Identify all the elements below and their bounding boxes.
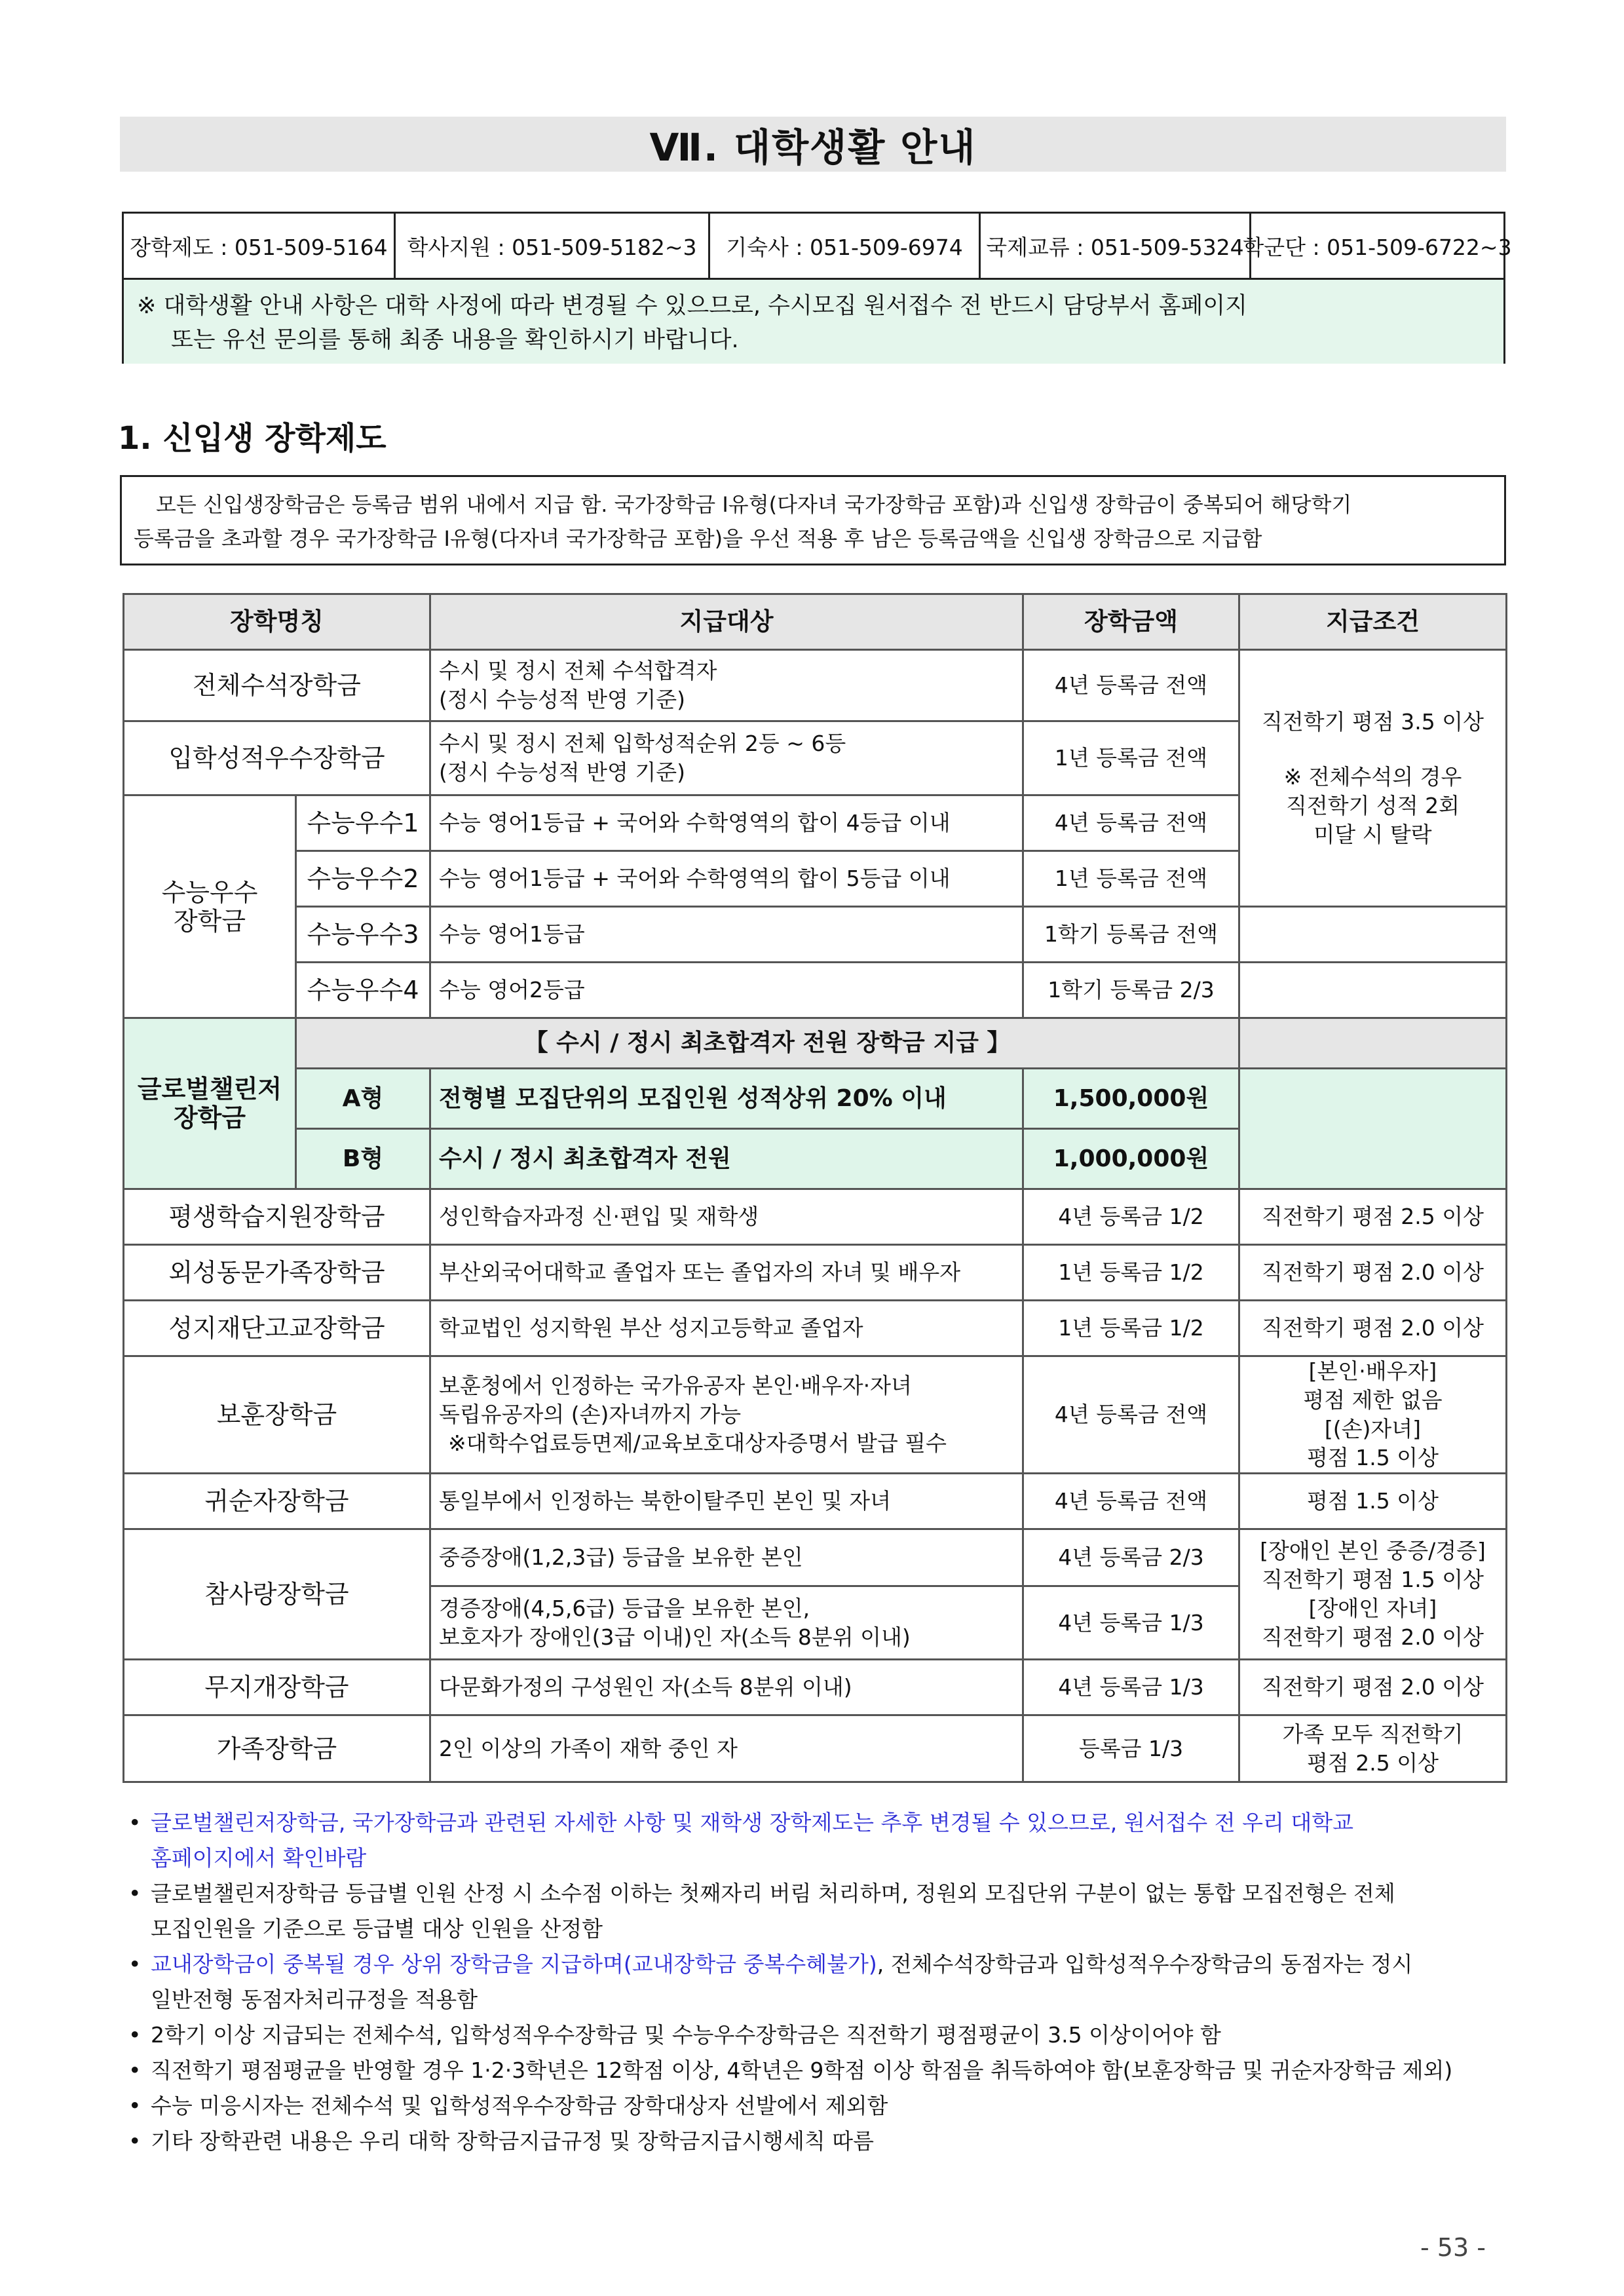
target-line: 수시 및 정시 전체 수석합격자 <box>439 658 717 683</box>
note-item: • 2학기 이상 지급되는 전체수석, 입학성적우수장학금 및 수능우수장학금은 직전학기 평점평균이 3.5 이상이어야 함 <box>128 2018 1511 2053</box>
notice-text <box>124 280 1503 364</box>
condition-cell <box>1239 650 1507 907</box>
scholarship-name <box>124 1018 296 1189</box>
note-highlight: 교내장학금이 중복될 경우 상위 장학금을 지급하며(교내장학금 중복수혜불가) <box>151 1951 877 1977</box>
note-item <box>128 1947 1511 2018</box>
table-row <box>124 1356 1507 1474</box>
target-line: 경증장애(4,5,6급) 등급을 보유한 본인, <box>439 1595 810 1621</box>
scholarship-name: 전체수석장학금 <box>124 650 430 721</box>
table-row <box>124 1529 1507 1586</box>
contact-rotc: 학군단 : 051-509-6722~3 <box>1243 234 1512 260</box>
amount-cell: 1,000,000원 <box>1023 1129 1239 1189</box>
table-row <box>124 907 1507 963</box>
notes-list <box>128 1805 1511 2159</box>
condition-line: 평점 2.5 이상 <box>1307 1750 1439 1776</box>
target-cell: 수능 영어1등급 + 국어와 수학영역의 합이 4등급 이내 <box>430 795 1023 851</box>
target-cell: 학교법인 성지학원 부산 성지고등학교 졸업자 <box>430 1301 1023 1356</box>
type-cell: A형 <box>296 1069 430 1129</box>
condition-cell <box>1239 1529 1507 1660</box>
condition-spacer <box>1248 737 1498 763</box>
scholarship-name: 성지재단고교장학금 <box>124 1301 430 1356</box>
amount-cell: 등록금 1/3 <box>1023 1715 1239 1782</box>
table-row <box>124 963 1507 1018</box>
amount-cell: 1학기 등록금 전액 <box>1023 907 1239 963</box>
note-line: 홈페이지에서 확인바람 <box>151 1845 367 1871</box>
condition-cell: 직전학기 평점 2.5 이상 <box>1239 1189 1507 1245</box>
target-cell: 수시 / 정시 최초합격자 전원 <box>430 1129 1023 1189</box>
table-row <box>124 1715 1507 1782</box>
target-cell <box>430 650 1023 721</box>
sub-scholarship-name: 수능우수4 <box>296 963 430 1018</box>
condition-line: 가족 모두 직전학기 <box>1282 1721 1463 1747</box>
contact-academic: 학사지원 : 051-509-5182~3 <box>396 214 710 278</box>
page-title-bar <box>120 117 1506 172</box>
page-number: - 53 - <box>1420 2233 1486 2262</box>
name-line: 글로벌챌린저 <box>137 1075 282 1103</box>
table-row <box>124 1245 1507 1301</box>
condition-cell <box>1239 1356 1507 1474</box>
target-cell: 중증장애(1,2,3급) 등급을 보유한 본인 <box>430 1529 1023 1586</box>
target-cell: 다문화가정의 구성원인 자(소득 8분위 이내) <box>430 1660 1023 1715</box>
table-row <box>124 1018 1507 1069</box>
note-line: • 글로벌챌린저장학금 등급별 인원 산정 시 소수점 이하는 첫째자리 버림 처리하며, 정원외 모집단위 구분이 없는 통합 모집전형은 전체 <box>151 1881 1395 1906</box>
target-line: 보훈청에서 인정하는 국가유공자 본인·배우자·자녀 <box>439 1373 912 1398</box>
target-line: (정시 수능성적 반영 기준) <box>439 687 685 712</box>
intro-box <box>120 475 1506 565</box>
table-row <box>124 650 1507 721</box>
sub-scholarship-name: 수능우수1 <box>296 795 430 851</box>
note-item: • 수능 미응시자는 전체수석 및 입학성적우수장학금 장학대상자 선발에서 제외함 <box>128 2088 1511 2124</box>
target-cell: 수능 영어2등급 <box>430 963 1023 1018</box>
target-cell: 수능 영어1등급 + 국어와 수학영역의 합이 5등급 이내 <box>430 851 1023 907</box>
condition-line: [본인·배우자] <box>1308 1358 1437 1384</box>
amount-cell: 4년 등록금 1/3 <box>1023 1660 1239 1715</box>
amount-cell: 4년 등록금 2/3 <box>1023 1529 1239 1586</box>
header-name: 장학명칭 <box>124 594 430 650</box>
intro-line-2: 등록금을 초과할 경우 국가장학금 Ⅰ유형(다자녀 국가장학금 포함)을 우선 적용 후 남은 등록금액을 신입생 장학금으로 지급함 <box>134 526 1262 551</box>
note-item: • 직전학기 평점평균을 반영할 경우 1·2·3학년은 12학점 이상, 4학년은 9학점 이상 학점을 취득하여야 함(보훈장학금 및 귀순자장학금 제외) <box>128 2053 1511 2088</box>
section-heading: 1. 신입생 장학제도 <box>118 420 387 457</box>
page-title: Ⅶ. 대학생활 안내 <box>649 125 977 170</box>
target-cell: 수능 영어1등급 <box>430 907 1023 963</box>
target-cell: 통일부에서 인정하는 북한이탈주민 본인 및 자녀 <box>430 1474 1023 1529</box>
target-line: 보호자가 장애인(3급 이내)인 자(소득 8분위 이내) <box>439 1624 911 1650</box>
condition-line: [장애인 본인 중증/경증] <box>1260 1538 1486 1563</box>
amount-cell: 4년 등록금 1/2 <box>1023 1189 1239 1245</box>
condition-line: [(손)자녀] <box>1324 1416 1422 1442</box>
amount-cell: 1,500,000원 <box>1023 1069 1239 1129</box>
amount-cell: 4년 등록금 전액 <box>1023 795 1239 851</box>
target-cell: 전형별 모집단위의 모집인원 성적상위 20% 이내 <box>430 1069 1023 1129</box>
table-row <box>124 1660 1507 1715</box>
condition-cell-empty <box>1239 1069 1507 1189</box>
table-row <box>124 1069 1507 1129</box>
condition-cell: 직전학기 평점 2.0 이상 <box>1239 1245 1507 1301</box>
note-line: , 전체수석장학금과 입학성적우수장학금의 동점자는 정시 <box>877 1951 1413 1977</box>
condition-line: ※ 전체수석의 경우 <box>1283 763 1462 790</box>
contact-row <box>124 214 1512 280</box>
condition-cell-empty <box>1239 1018 1507 1069</box>
condition-cell: 직전학기 평점 2.0 이상 <box>1239 1660 1507 1715</box>
note-item <box>128 1805 1511 1876</box>
target-line: 독립유공자의 (손)자녀까지 가능 <box>439 1402 742 1427</box>
scholarship-group-name <box>124 795 296 1018</box>
scholarship-name: 보훈장학금 <box>124 1356 430 1474</box>
scholarship-name: 무지개장학금 <box>124 1660 430 1715</box>
target-cell: 부산외국어대학교 졸업자 또는 졸업자의 자녀 및 배우자 <box>430 1245 1023 1301</box>
condition-line: 직전학기 평점 3.5 이상 <box>1262 708 1484 735</box>
table-row <box>124 1474 1507 1529</box>
amount-cell: 1년 등록금 전액 <box>1023 721 1239 795</box>
contact-dormitory: 기숙사 : 051-509-6974 <box>710 214 981 278</box>
condition-line: 평점 1.5 이상 <box>1307 1445 1439 1470</box>
condition-cell-empty <box>1239 963 1507 1018</box>
table-row <box>124 1189 1507 1245</box>
note-item: • 기타 장학관련 내용은 우리 대학 장학금지급규정 및 장학금지급시행세칙 따름 <box>128 2124 1511 2159</box>
target-line: 수시 및 정시 전체 입학성적순위 2등 ~ 6등 <box>439 731 846 756</box>
table-row <box>124 1301 1507 1356</box>
condition-line: 직전학기 평점 1.5 이상 <box>1262 1567 1484 1592</box>
target-line: (정시 수능성적 반영 기준) <box>439 759 685 785</box>
condition-line: [장애인 자녀] <box>1308 1596 1437 1621</box>
notice-line-2: 또는 유선 문의를 통해 최종 내용을 확인하시기 바랍니다. <box>171 327 739 353</box>
target-cell <box>430 1586 1023 1660</box>
header-condition: 지급조건 <box>1239 594 1507 650</box>
sub-scholarship-name: 수능우수3 <box>296 907 430 963</box>
amount-cell: 1학기 등록금 2/3 <box>1023 963 1239 1018</box>
group-line: 수능우수 <box>161 877 258 907</box>
amount-cell: 4년 등록금 1/3 <box>1023 1586 1239 1660</box>
intro-line-1: 모든 신입생장학금은 등록금 범위 내에서 지급 함. 국가장학금 Ⅰ유형(다자녀 국가장학금 포함)과 신입생 장학금이 중복되어 해당학기 <box>156 492 1352 517</box>
table-header-row <box>124 594 1507 650</box>
amount-cell: 4년 등록금 전액 <box>1023 1356 1239 1474</box>
contact-international: 국제교류 : 051-509-5324 <box>981 214 1251 278</box>
target-cell <box>430 721 1023 795</box>
scholarship-table <box>123 593 1507 1783</box>
scholarship-name: 평생학습지원장학금 <box>124 1189 430 1245</box>
amount-cell: 1년 등록금 전액 <box>1023 851 1239 907</box>
global-banner: 【 수시 / 정시 최초합격자 전원 장학금 지급 】 <box>296 1018 1239 1069</box>
amount-cell: 1년 등록금 1/2 <box>1023 1245 1239 1301</box>
scholarship-name: 귀순자장학금 <box>124 1474 430 1529</box>
condition-cell: 평점 1.5 이상 <box>1239 1474 1507 1529</box>
scholarship-name: 외성동문가족장학금 <box>124 1245 430 1301</box>
target-cell: 2인 이상의 가족이 재학 중인 자 <box>430 1715 1023 1782</box>
note-line: 모집인원을 기준으로 등급별 대상 인원을 산정함 <box>151 1916 603 1942</box>
scholarship-name: 입학성적우수장학금 <box>124 721 430 795</box>
note-line: 일반전형 동점자처리규정을 적용함 <box>151 1987 478 2012</box>
type-cell: B형 <box>296 1129 430 1189</box>
condition-cell <box>1239 1715 1507 1782</box>
sub-scholarship-name: 수능우수2 <box>296 851 430 907</box>
amount-cell: 4년 등록금 전액 <box>1023 1474 1239 1529</box>
header-target: 지급대상 <box>430 594 1023 650</box>
note-item <box>128 1876 1511 1947</box>
condition-cell: 직전학기 평점 2.0 이상 <box>1239 1301 1507 1356</box>
group-line: 장학금 <box>173 906 246 936</box>
notice-line-1: ※ 대학생활 안내 사항은 대학 사정에 따라 변경될 수 있으므로, 수시모집 원서접수 전 반드시 담당부서 홈페이지 <box>137 293 1247 319</box>
header-amount: 장학금액 <box>1023 594 1239 650</box>
condition-line: 직전학기 평점 2.0 이상 <box>1262 1624 1484 1650</box>
note-line: • 글로벌챌린저장학금, 국가장학금과 관련된 자세한 사항 및 재학생 장학제도는 추후 변경될 수 있으므로, 원서접수 전 우리 대학교 <box>151 1810 1353 1835</box>
contact-scholarship: 장학제도 : 051-509-5164 <box>124 214 396 278</box>
target-cell <box>430 1356 1023 1474</box>
scholarship-name: 참사랑장학금 <box>124 1529 430 1660</box>
amount-cell: 1년 등록금 1/2 <box>1023 1301 1239 1356</box>
target-line: ※대학수업료등면제/교육보호대상자증명서 발급 필수 <box>448 1430 947 1456</box>
amount-cell: 4년 등록금 전액 <box>1023 650 1239 721</box>
name-line: 장학금 <box>173 1103 246 1132</box>
condition-line: 평점 제한 없음 <box>1303 1387 1443 1413</box>
condition-cell-empty <box>1239 907 1507 963</box>
scholarship-name: 가족장학금 <box>124 1715 430 1782</box>
condition-line: 직전학기 성적 2회 <box>1285 792 1460 818</box>
condition-line: 미달 시 탈락 <box>1313 821 1432 847</box>
contact-box <box>122 212 1512 364</box>
target-cell: 성인학습자과정 신·편입 및 재학생 <box>430 1189 1023 1245</box>
